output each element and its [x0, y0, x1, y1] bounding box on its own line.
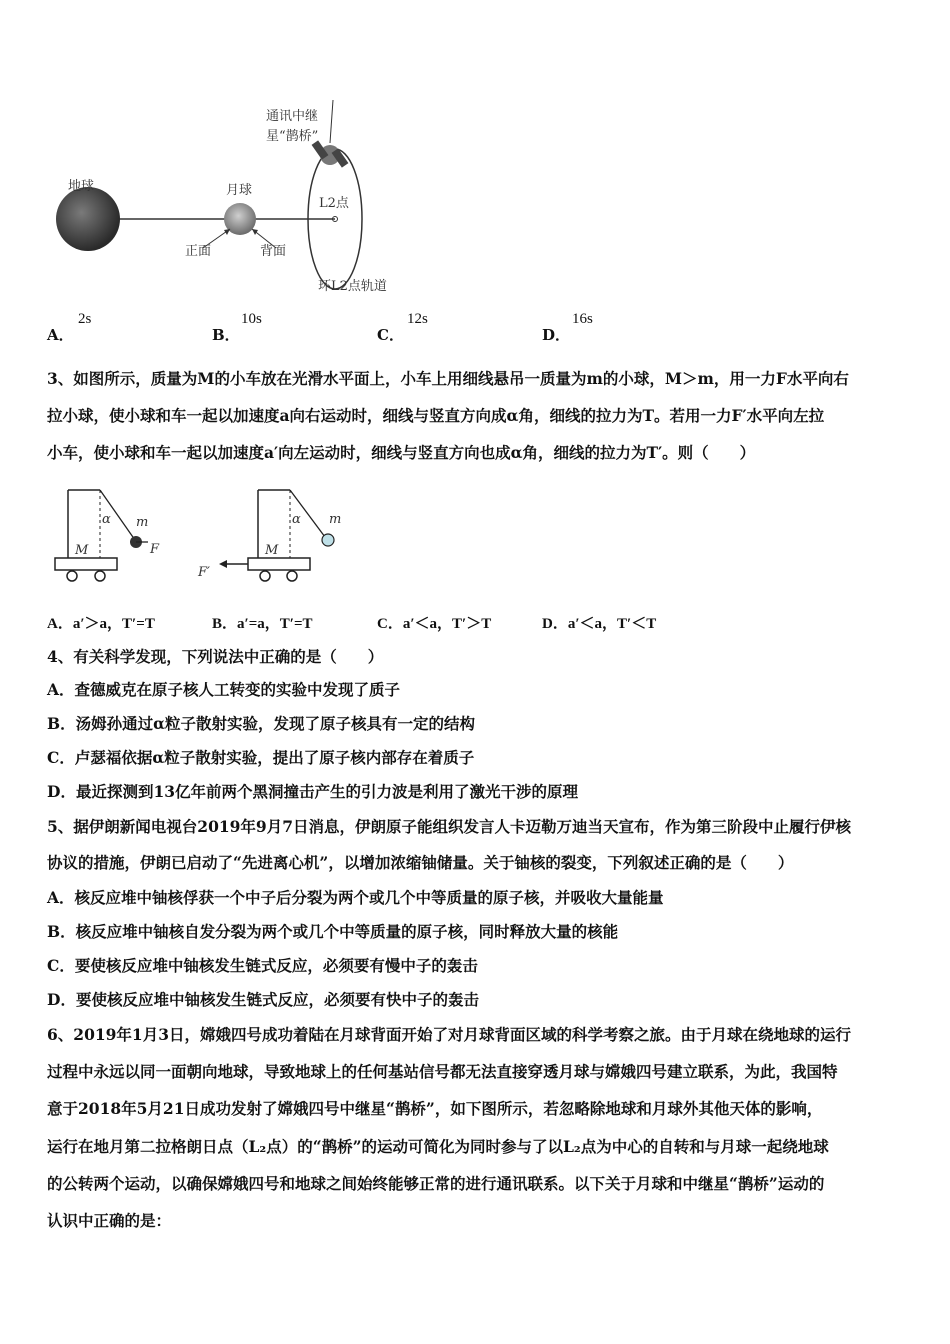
q3-option-d: D．a′＜a，T′＜T — [542, 616, 657, 632]
earth-label: 地球 — [68, 179, 95, 194]
q3-fig2-m: m — [329, 512, 342, 527]
q6-line-5: 的公转两个运动，以确保嫦娥四号和地球之间始终能够正常的进行通讯联系。以下关于月球和中继星“鹊桥”运动的 — [47, 1174, 825, 1193]
q6-line-1: 6、2019年1月3日，嫦娥四号成功着陆在月球背面开始了对月球背面区域的科学考察之旅。由于月球在绕地球的运行 — [47, 1025, 851, 1044]
q5-option-d: D．要使核反应堆中铀核发生链式反应，必须要有快中子的轰击 — [47, 990, 479, 1009]
q3-fig2-alpha: α — [292, 512, 301, 527]
q2-option-a-letter: A． — [47, 326, 74, 344]
relay-satellite-icon — [312, 140, 349, 167]
q3-fig1-F: F — [150, 542, 160, 557]
q2-option-c-letter: C． — [377, 326, 404, 344]
cart-pendulum-right — [50, 485, 175, 585]
q6-line-3: 意于2018年5月21日成功发射了嫦娥四号中继星“鹊桥”，如下图所示，若忽略除地球和月球外其他天体的影响， — [47, 1099, 823, 1118]
q5-option-b: B．核反应堆中铀核自发分裂为两个或几个中等质量的原子核，同时释放大量的核能 — [47, 922, 619, 941]
orbit-diagram — [40, 95, 410, 300]
cart-pendulum-left — [193, 485, 353, 585]
q5-line-1: 5、据伊朗新闻电视台2019年9月7日消息，伊朗原子能组织发言人卡迈勒万迪当天宣布，作为第三阶段中止履行伊核 — [47, 817, 851, 836]
q3-fig1-m: m — [136, 515, 149, 530]
q4-option-d: D．最近探测到13亿年前两个黑洞撞击产生的引力波是利用了激光干涉的原理 — [47, 782, 579, 801]
q4-option-a: A．查德威克在原子核人工转变的实验中发现了质子 — [47, 680, 401, 699]
front-label: 正面 — [185, 244, 212, 259]
moon-label: 月球 — [226, 183, 253, 198]
q4-stem: 4、有关科学发现，下列说法中正确的是（ ） — [47, 647, 384, 666]
l2-label: L2点 — [319, 196, 349, 211]
earth-icon — [56, 187, 120, 251]
q5-option-c: C．要使核反应堆中铀核发生链式反应，必须要有慢中子的轰击 — [47, 956, 478, 975]
orbit-figure — [40, 95, 410, 300]
q3-option-c: C．a′＜a，T′＞T — [377, 616, 492, 632]
q3-line-3: 小车，使小球和车一起以加速度a′向左运动时，细线与竖直方向也成α角，细线的拉力为T′。则（ ） — [47, 443, 756, 462]
q2-option-b-value: 10s — [241, 311, 262, 327]
q2-option-a-value: 2s — [78, 311, 92, 327]
q3-figure-left — [50, 485, 175, 585]
q3-fig1-alpha: α — [102, 512, 111, 527]
q5-line-2: 协议的措施，伊朗已启动了“先进离心机”，以增加浓缩铀储量。关于铀核的裂变，下列叙述正确的是（ ） — [47, 853, 794, 872]
q3-fig2-M: M — [265, 543, 279, 558]
q6-line-4: 运行在地月第二拉格朗日点（L₂点）的“鹊桥”的运动可简化为同时参与了以L₂点为中心的自转和与月球一起绕地球 — [47, 1137, 829, 1156]
q2-option-c-value: 12s — [407, 311, 428, 327]
q4-option-c: C．卢瑟福依据α粒子散射实验，提出了原子核内部存在着质子 — [47, 748, 475, 767]
back-label: 背面 — [260, 244, 287, 259]
orbit-label: 环L2点轨道 — [318, 279, 387, 294]
q2-option-d-letter: D． — [542, 326, 571, 344]
q6-line-2: 过程中永远以同一面朝向地球，导致地球上的任何基站信号都无法直接穿透月球与嫦娥四号建立联系，为此，我国特 — [47, 1062, 838, 1081]
q3-fig2-F-prime: F′ — [198, 565, 210, 580]
q4-option-b: B．汤姆孙通过α粒子散射实验，发现了原子核具有一定的结构 — [47, 714, 476, 733]
q3-line-1: 3、如图所示，质量为M的小车放在光滑水平面上，小车上用细线悬吊一质量为m的小球，M＞m，用一力F水平向右 — [47, 369, 849, 388]
q5-option-a: A．核反应堆中铀核俘获一个中子后分裂为两个或几个中等质量的原子核，并吸收大量能量 — [47, 888, 664, 907]
q3-option-a: A．a′＞a，T′=T — [47, 616, 155, 632]
q3-line-2: 拉小球，使小球和车一起以加速度a向右运动时，细线与竖直方向成α角，细线的拉力为T。若用一力F′水平向左拉 — [47, 406, 825, 425]
q3-option-b: B．a′=a，T′=T — [212, 616, 313, 632]
q2-option-b-letter: B． — [212, 326, 240, 344]
satellite-label-1: 通讯中继 — [266, 109, 319, 124]
q2-option-d-value: 16s — [572, 311, 593, 327]
q3-fig1-M: M — [75, 543, 89, 558]
satellite-label-2: 星“鹊桥” — [266, 129, 319, 144]
q6-line-6: 认识中正确的是： — [47, 1211, 172, 1230]
q3-figure-right — [193, 485, 353, 585]
